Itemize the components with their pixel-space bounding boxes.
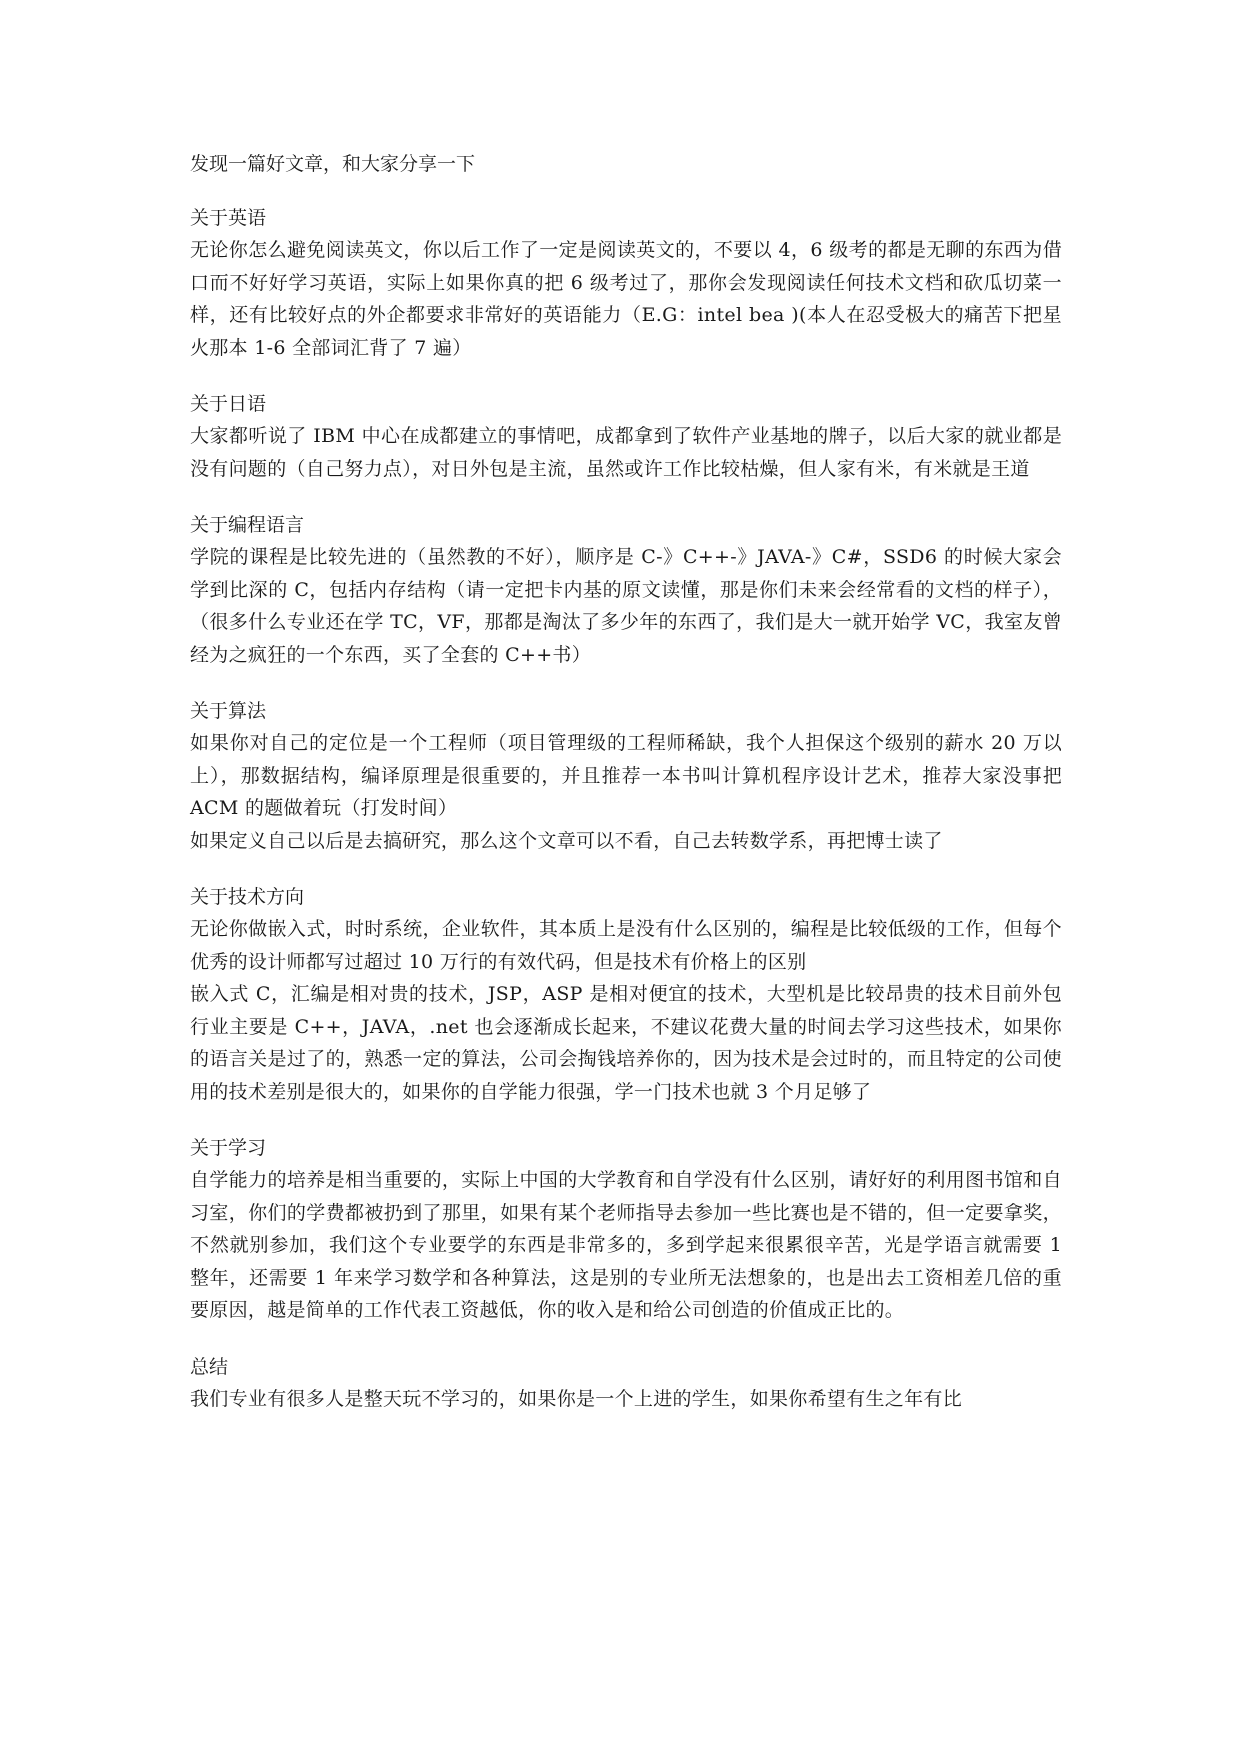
section-heading: 关于技术方向 <box>190 886 305 908</box>
paragraph: 如果你对自己的定位是一个工程师（项目管理级的工程师稀缺，我个人担保这个级别的薪水 20 万以上），那数据结构，编译原理是很重要的，并且推荐一本书叫计算机程序设计艺术，推荐大家没事把 ACM 的题做着玩（打发时间） <box>190 732 1062 819</box>
section-summary <box>190 1351 1062 1416</box>
section-heading: 关于编程语言 <box>190 514 305 536</box>
paragraph: 大家都听说了 IBM 中心在成都建立的事情吧，成都拿到了软件产业基地的牌子，以后大家的就业都是没有问题的（自己努力点），对日外包是主流，虽然或许工作比较枯燥，但人家有米，有米就是王道 <box>190 425 1062 480</box>
paragraph: 无论你怎么避免阅读英文，你以后工作了一定是阅读英文的，不要以 4，6 级考的都是无聊的东西为借口而不好好学习英语，实际上如果你真的把 6 级考过了，那你会发现阅读任何技术文档和砍瓜切菜一样，还有比较好点的外企都要求非常好的英语能力（E.G：intel bea )(本人在忍受极大的痛苦下把星火那本 1-6 全部词汇背了 7 遍） <box>190 239 1062 359</box>
section-heading: 关于算法 <box>190 700 267 722</box>
section-learning <box>190 1132 1062 1327</box>
paragraph: 嵌入式 C，汇编是相对贵的技术，JSP，ASP 是相对便宜的技术，大型机是比较昂贵的技术目前外包行业主要是 C++，JAVA，.net 也会逐渐成长起来，不建议花费大量的时间去学习这些技术，如果你的语言关是过了的，熟悉一定的算法，公司会掏钱培养你的，因为技术是会过时的，而且特定的公司使用的技术差别是很大的，如果你的自学能力很强，学一门技术也就 3 个月足够了 <box>190 983 1062 1103</box>
paragraph: 学院的课程是比较先进的（虽然教的不好），顺序是 C-》C++-》JAVA-》C#，SSD6 的时候大家会学到比深的 C，包括内存结构（请一定把卡内基的原文读懂，那是你们未来会经常看的文档的样子），（很多什么专业还在学 TC，VF，那都是淘汰了多少年的东西了，我们是大一就开始学 VC，我室友曾经为之疯狂的一个东西，买了全套的 C++书） <box>190 546 1062 666</box>
paragraph: 自学能力的培养是相当重要的，实际上中国的大学教育和自学没有什么区别，请好好的利用图书馆和自习室，你们的学费都被扔到了那里，如果有某个老师指导去参加一些比赛也是不错的，但一定要拿奖，不然就别参加，我们这个专业要学的东西是非常多的，多到学起来很累很辛苦，光是学语言就需要 1 整年，还需要 1 年来学习数学和各种算法，这是别的专业所无法想象的，也是出去工资相差几倍的重要原因，越是简单的工作代表工资越低，你的收入是和给公司创造的价值成正比的。 <box>190 1169 1062 1321</box>
section-heading: 关于日语 <box>190 393 267 415</box>
section-english <box>190 202 1062 364</box>
intro-line: 发现一篇好文章，和大家分享一下 <box>190 153 476 175</box>
section-tech-direction <box>190 881 1062 1108</box>
paragraph: 无论你做嵌入式，时时系统，企业软件，其本质上是没有什么区别的，编程是比较低级的工作，但每个优秀的设计师都写过超过 10 万行的有效代码，但是技术有价格上的区别 <box>190 918 1062 973</box>
paragraph: 我们专业有很多人是整天玩不学习的，如果你是一个上进的学生，如果你希望有生之年有比 <box>190 1387 963 1410</box>
document-page <box>190 148 1062 1439</box>
section-heading: 关于英语 <box>190 207 267 229</box>
section-japanese <box>190 388 1062 485</box>
section-heading: 总结 <box>190 1355 229 1378</box>
paragraph: 如果定义自己以后是去搞研究，那么这个文章可以不看，自己去转数学系，再把博士读了 <box>190 829 943 852</box>
section-heading: 关于学习 <box>190 1137 267 1159</box>
section-programming-languages <box>190 509 1062 671</box>
section-algorithms <box>190 695 1062 857</box>
